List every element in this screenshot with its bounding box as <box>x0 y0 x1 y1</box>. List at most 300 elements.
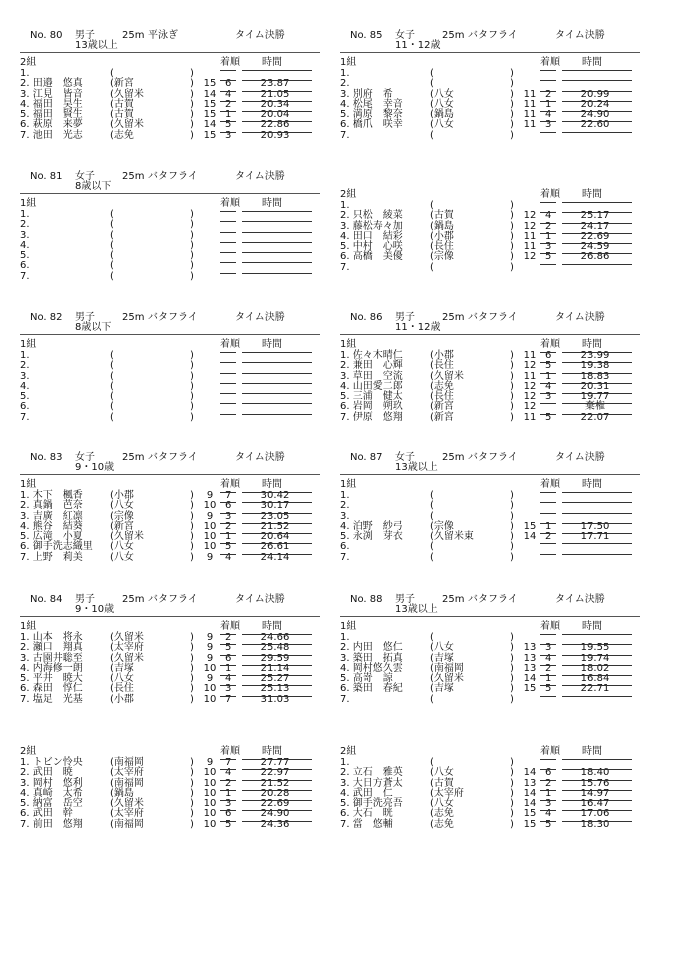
finish-rank: 3 <box>225 683 232 695</box>
event-distance: 25m <box>122 452 145 463</box>
event-stroke: バタフライ <box>148 171 198 182</box>
finish-rank: 5 <box>545 360 552 372</box>
team-close-paren: ) <box>510 401 514 413</box>
swimmer-age: 13 <box>523 777 537 789</box>
event-number: No. 87 <box>350 452 383 463</box>
rank-underline <box>540 131 556 133</box>
event-age-class: 11・12歳 <box>395 40 441 51</box>
rank-underline <box>220 392 236 394</box>
finish-time: 19.38 <box>580 360 610 372</box>
time-underline <box>242 69 312 71</box>
finish-time: 24.90 <box>260 808 290 820</box>
team-name: (南福岡 <box>110 777 144 789</box>
team-name: ( <box>430 632 434 643</box>
rank-underline <box>220 643 236 645</box>
team-name: (八女 <box>430 642 454 654</box>
rank-column-header: 着順 <box>540 189 560 200</box>
finish-time: 24.14 <box>260 551 290 563</box>
event-number: No. 84 <box>30 594 63 605</box>
swimmer-age: 9 <box>206 632 214 643</box>
team-name: (新宮 <box>430 401 454 413</box>
time-underline <box>562 211 632 213</box>
team-close-paren: ) <box>510 241 514 253</box>
swimmer-age: 11 <box>523 370 537 382</box>
team-name: ( <box>110 380 114 392</box>
finish-rank: 1 <box>545 370 552 382</box>
rank-underline <box>220 512 236 514</box>
rank-underline <box>540 413 556 415</box>
rank-underline <box>220 231 236 233</box>
finish-rank: 6 <box>225 652 232 664</box>
team-name: (新宮 <box>110 78 134 90</box>
team-name: ( <box>430 78 434 90</box>
rank-underline <box>220 809 236 811</box>
swimmer-name: 3. 草田 空流 <box>340 370 403 382</box>
finish-time: 22.60 <box>580 119 610 131</box>
time-underline <box>562 392 632 394</box>
finish-rank: 1 <box>225 531 232 543</box>
event-distance: 25m <box>122 171 145 182</box>
time-underline <box>242 110 312 112</box>
event-age-class: 9・10歳 <box>75 462 115 473</box>
rank-underline <box>220 779 236 781</box>
finish-rank: 4 <box>225 767 232 779</box>
team-close-paren: ) <box>510 230 514 242</box>
team-close-paren: ) <box>510 411 514 423</box>
rank-underline <box>220 361 236 363</box>
swimmer-name: 2. 武田 暁 <box>20 767 73 779</box>
result-row <box>340 501 640 511</box>
event-number: No. 82 <box>30 312 63 323</box>
swimmer-name: 1. <box>340 490 350 501</box>
finish-time: 19.77 <box>580 391 610 403</box>
event-header <box>20 30 320 53</box>
team-close-paren: ) <box>510 391 514 403</box>
finish-time: 27.77 <box>260 757 290 768</box>
time-underline <box>242 491 312 493</box>
rank-underline <box>540 361 556 363</box>
event-distance: 25m <box>122 30 145 41</box>
swimmer-age: 15 <box>523 818 537 830</box>
team-name: (志免 <box>430 818 454 830</box>
team-close-paren: ) <box>190 777 194 789</box>
rank-underline <box>540 120 556 122</box>
time-underline <box>242 789 312 791</box>
finish-time: 14.97 <box>580 787 610 799</box>
rank-underline <box>220 674 236 676</box>
result-row <box>20 272 320 282</box>
swimmer-name: 6. 岩岡 朔玖 <box>340 401 403 413</box>
group-label: 1組 <box>20 339 37 350</box>
event-header <box>340 452 640 475</box>
event-gender: 女子 <box>395 452 415 463</box>
finish-rank: 6 <box>225 808 232 820</box>
team-name: (吉塚 <box>110 662 134 674</box>
time-underline <box>242 261 312 263</box>
result-row <box>20 261 320 271</box>
swimmer-name: 3. 岡村 悠利 <box>20 777 83 789</box>
team-name: (八女 <box>430 798 454 810</box>
team-name: ( <box>430 129 434 141</box>
finish-rank: 1 <box>545 673 552 685</box>
swimmer-name: 1. <box>20 209 30 220</box>
swimmer-name: 2. <box>20 219 30 231</box>
rank-column-header: 着順 <box>220 746 240 757</box>
time-underline <box>562 79 632 81</box>
finish-rank: 5 <box>225 541 232 553</box>
swimmer-age: 15 <box>203 109 217 121</box>
time-underline <box>562 532 632 534</box>
rank-underline <box>220 382 236 384</box>
finish-rank: 6 <box>225 500 232 512</box>
swimmer-name: 5. 中村 心咲 <box>340 241 403 253</box>
group-label: 1組 <box>340 479 357 490</box>
swimmer-name: 7. 前田 悠翔 <box>20 818 83 830</box>
finish-time: 20.31 <box>580 380 610 392</box>
time-underline <box>562 633 632 635</box>
time-column-header: 時間 <box>582 479 602 490</box>
event-gender: 女子 <box>75 452 95 463</box>
swimmer-name: 4. <box>20 380 30 392</box>
time-underline <box>562 100 632 102</box>
team-name: ( <box>110 260 114 272</box>
swimmer-name: 2. <box>340 78 350 90</box>
swimmer-name: 3. <box>340 510 350 522</box>
rank-underline <box>540 242 556 244</box>
finish-rank: 2 <box>225 520 232 532</box>
swimmer-name: 4. 熊谷 結葵 <box>20 520 83 532</box>
finish-time: 25.48 <box>260 642 290 654</box>
event-header <box>340 594 640 617</box>
time-underline <box>242 532 312 534</box>
swimmer-name: 7. <box>340 129 350 141</box>
event-stroke: バタフライ <box>148 312 198 323</box>
time-underline <box>562 654 632 656</box>
finish-time: 20.24 <box>580 98 610 110</box>
event-age-class: 11・12歳 <box>395 322 441 333</box>
result-row <box>20 402 320 412</box>
team-close-paren: ) <box>510 551 514 563</box>
time-underline <box>242 820 312 822</box>
rank-underline <box>220 220 236 222</box>
swimmer-age: 12 <box>523 220 537 232</box>
event-final-type: タイム決勝 <box>235 312 285 323</box>
team-name: ( <box>110 391 114 403</box>
result-row <box>340 820 640 830</box>
swimmer-name: 7. 當 悠輔 <box>340 818 393 830</box>
rank-underline <box>220 241 236 243</box>
time-underline <box>562 820 632 822</box>
swimmer-name: 1. <box>20 350 30 361</box>
team-close-paren: ) <box>510 642 514 654</box>
event-distance: 25m <box>122 594 145 605</box>
time-underline <box>242 674 312 676</box>
team-name: (八女 <box>430 119 454 131</box>
finish-time: 16.84 <box>580 673 610 685</box>
time-underline <box>242 392 312 394</box>
team-name: (小郡 <box>110 490 134 501</box>
swimmer-name: 5. 平井 暁大 <box>20 673 83 685</box>
finish-rank: 2 <box>225 777 232 789</box>
time-underline <box>242 100 312 102</box>
team-close-paren: ) <box>510 541 514 553</box>
event-stroke: バタフライ <box>148 594 198 605</box>
group-label: 1組 <box>20 621 37 632</box>
team-name: ( <box>430 693 434 705</box>
event-header <box>340 312 640 335</box>
finish-rank: 5 <box>225 119 232 131</box>
time-underline <box>562 69 632 71</box>
team-close-paren: ) <box>510 652 514 664</box>
rank-underline <box>540 491 556 493</box>
team-close-paren: ) <box>190 370 194 382</box>
swimmer-age: 14 <box>523 673 537 685</box>
swimmer-age: 10 <box>203 798 217 810</box>
swimmer-age: 14 <box>523 798 537 810</box>
rank-underline <box>540 674 556 676</box>
rank-underline <box>540 779 556 781</box>
team-name: (八女 <box>430 767 454 779</box>
rank-underline <box>220 758 236 760</box>
swimmer-age: 9 <box>206 642 214 654</box>
rank-underline <box>540 768 556 770</box>
finish-rank: 4 <box>225 673 232 685</box>
event-stroke: バタフライ <box>468 594 518 605</box>
rank-underline <box>540 512 556 514</box>
event-number: No. 86 <box>350 312 383 323</box>
rank-underline <box>540 553 556 555</box>
rank-underline <box>540 789 556 791</box>
time-underline <box>562 120 632 122</box>
finish-rank: 7 <box>225 490 232 501</box>
event-gender: 男子 <box>395 312 415 323</box>
finish-time: 30.17 <box>260 500 290 512</box>
finish-rank: 2 <box>545 531 552 543</box>
event-age-class: 13歳以上 <box>75 40 118 51</box>
finish-rank: 4 <box>545 652 552 664</box>
time-column-header: 時間 <box>262 746 282 757</box>
team-name: (志免 <box>430 380 454 392</box>
result-row <box>20 231 320 241</box>
result-row <box>20 241 320 251</box>
rank-underline <box>220 542 236 544</box>
swimmer-name: 2. 立石 雅英 <box>340 767 403 779</box>
swimmer-age: 15 <box>203 78 217 90</box>
group-header <box>20 57 320 69</box>
finish-time: 19.55 <box>580 642 610 654</box>
finish-rank: 4 <box>545 109 552 121</box>
rank-underline <box>540 211 556 213</box>
finish-time: 20.93 <box>260 129 290 141</box>
team-close-paren: ) <box>510 360 514 372</box>
result-row <box>340 413 640 423</box>
swimmer-name: 5. 満原 黎奈 <box>340 109 403 121</box>
finish-rank: 3 <box>225 798 232 810</box>
group-header <box>20 198 320 210</box>
rank-underline <box>220 789 236 791</box>
finish-rank: 3 <box>225 129 232 141</box>
finish-rank: 5 <box>225 818 232 830</box>
event-block <box>20 742 320 830</box>
finish-time: 22.69 <box>260 798 290 810</box>
time-underline <box>242 809 312 811</box>
rank-underline <box>540 252 556 254</box>
event-final-type: タイム決勝 <box>235 452 285 463</box>
rank-underline <box>540 69 556 71</box>
rank-column-header: 着順 <box>220 621 240 632</box>
rank-underline <box>220 684 236 686</box>
team-name: ( <box>110 219 114 231</box>
result-row <box>340 553 640 563</box>
team-close-paren: ) <box>190 662 194 674</box>
swimmer-name: 3. 吉廣 紅凛 <box>20 510 83 522</box>
team-name: (長住 <box>430 360 454 372</box>
swimmer-age: 12 <box>523 391 537 403</box>
group-header <box>340 621 640 633</box>
swimmer-name: 4. 松尾 幸音 <box>340 98 403 110</box>
rank-underline <box>540 110 556 112</box>
time-underline <box>242 351 312 353</box>
finish-rank: 7 <box>225 757 232 768</box>
event-final-type: タイム決勝 <box>555 452 605 463</box>
finish-time: 15.76 <box>580 777 610 789</box>
rank-underline <box>540 90 556 92</box>
swimmer-age: 10 <box>203 787 217 799</box>
swimmer-name: 5. 広滝 小夏 <box>20 531 83 543</box>
team-name: (久留米 <box>110 119 144 131</box>
team-close-paren: ) <box>190 531 194 543</box>
rank-column-header: 着順 <box>220 57 240 68</box>
team-close-paren: ) <box>190 798 194 810</box>
swimmer-age: 12 <box>523 401 537 413</box>
finish-time: 25.17 <box>580 210 610 222</box>
team-name: (八女 <box>110 541 134 553</box>
team-name: ( <box>110 270 114 282</box>
team-close-paren: ) <box>190 787 194 799</box>
rank-underline <box>540 232 556 234</box>
time-underline <box>242 522 312 524</box>
swimmer-age: 9 <box>206 673 214 685</box>
finish-rank: 3 <box>225 510 232 522</box>
rank-underline <box>220 402 236 404</box>
group-header <box>340 746 640 758</box>
team-name: (南福岡 <box>110 818 144 830</box>
swimmer-name: 6. <box>20 260 30 272</box>
swimmer-name: 4. 福田 昊生 <box>20 98 83 110</box>
team-close-paren: ) <box>190 551 194 563</box>
swimmer-name: 5. <box>20 250 30 262</box>
finish-time: 24.90 <box>580 109 610 121</box>
swimmer-name: 2. <box>340 500 350 512</box>
swimmer-age: 14 <box>203 119 217 131</box>
finish-time: 22.71 <box>580 683 610 695</box>
swimmer-name: 2. <box>20 360 30 372</box>
team-name: (志免 <box>110 129 134 141</box>
swimmer-name: 1. <box>340 200 350 211</box>
time-column-header: 時間 <box>262 621 282 632</box>
swimmer-name: 7. 伊原 悠翔 <box>340 411 403 423</box>
rank-underline <box>220 799 236 801</box>
rank-underline <box>540 820 556 822</box>
result-row <box>340 532 640 542</box>
result-row <box>20 382 320 392</box>
finish-rank: 2 <box>225 632 232 643</box>
finish-rank: 1 <box>225 662 232 674</box>
team-name: ( <box>430 551 434 563</box>
team-close-paren: ) <box>190 98 194 110</box>
rank-underline <box>540 201 556 203</box>
rank-underline <box>540 382 556 384</box>
event-final-type: タイム決勝 <box>555 30 605 41</box>
time-underline <box>562 372 632 374</box>
time-underline <box>562 789 632 791</box>
rank-underline <box>220 522 236 524</box>
event-final-type: タイム決勝 <box>235 30 285 41</box>
rank-underline <box>220 251 236 253</box>
time-underline <box>242 684 312 686</box>
finish-rank: 1 <box>545 98 552 110</box>
rank-column-header: 着順 <box>540 479 560 490</box>
team-close-paren: ) <box>190 380 194 392</box>
time-underline <box>242 695 312 697</box>
team-name: (宗像 <box>110 510 134 522</box>
group-label: 1組 <box>340 339 357 350</box>
time-underline <box>562 131 632 133</box>
swimmer-age: 15 <box>203 129 217 141</box>
team-close-paren: ) <box>190 209 194 220</box>
event-age-class: 13歳以上 <box>395 462 438 473</box>
swimmer-age: 10 <box>203 520 217 532</box>
swimmer-age: 11 <box>523 230 537 242</box>
rank-underline <box>540 351 556 353</box>
team-name: ( <box>430 757 434 768</box>
swimmer-name: 6. 森田 惇仁 <box>20 683 83 695</box>
time-underline <box>562 242 632 244</box>
swimmer-age: 10 <box>203 683 217 695</box>
swimmer-name: 6. 高橋 美優 <box>340 251 403 263</box>
time-underline <box>562 201 632 203</box>
team-close-paren: ) <box>190 229 194 241</box>
result-row <box>20 372 320 382</box>
finish-time: 31.03 <box>260 693 290 705</box>
result-row <box>20 251 320 261</box>
rank-underline <box>220 131 236 133</box>
team-name: (宗像 <box>430 520 454 532</box>
time-underline <box>562 252 632 254</box>
team-close-paren: ) <box>510 350 514 361</box>
team-close-paren: ) <box>510 632 514 643</box>
swimmer-name: 5. 福田 賢生 <box>20 109 83 121</box>
swimmer-age: 9 <box>206 652 214 664</box>
finish-rank: 5 <box>545 683 552 695</box>
group-header <box>20 339 320 351</box>
group-label: 2組 <box>20 746 37 757</box>
team-close-paren: ) <box>510 693 514 705</box>
time-column-header: 時間 <box>582 339 602 350</box>
swimmer-age: 10 <box>203 531 217 543</box>
result-row <box>340 131 640 141</box>
result-row <box>340 263 640 273</box>
team-name: (久留米東 <box>430 531 474 543</box>
finish-time: 20.28 <box>260 787 290 799</box>
team-name: ( <box>110 229 114 241</box>
team-name: (八女 <box>430 88 454 100</box>
team-close-paren: ) <box>510 88 514 100</box>
team-close-paren: ) <box>510 798 514 810</box>
team-name: ( <box>110 239 114 251</box>
team-name: (久留米 <box>430 673 464 685</box>
time-column-header: 時間 <box>582 621 602 632</box>
